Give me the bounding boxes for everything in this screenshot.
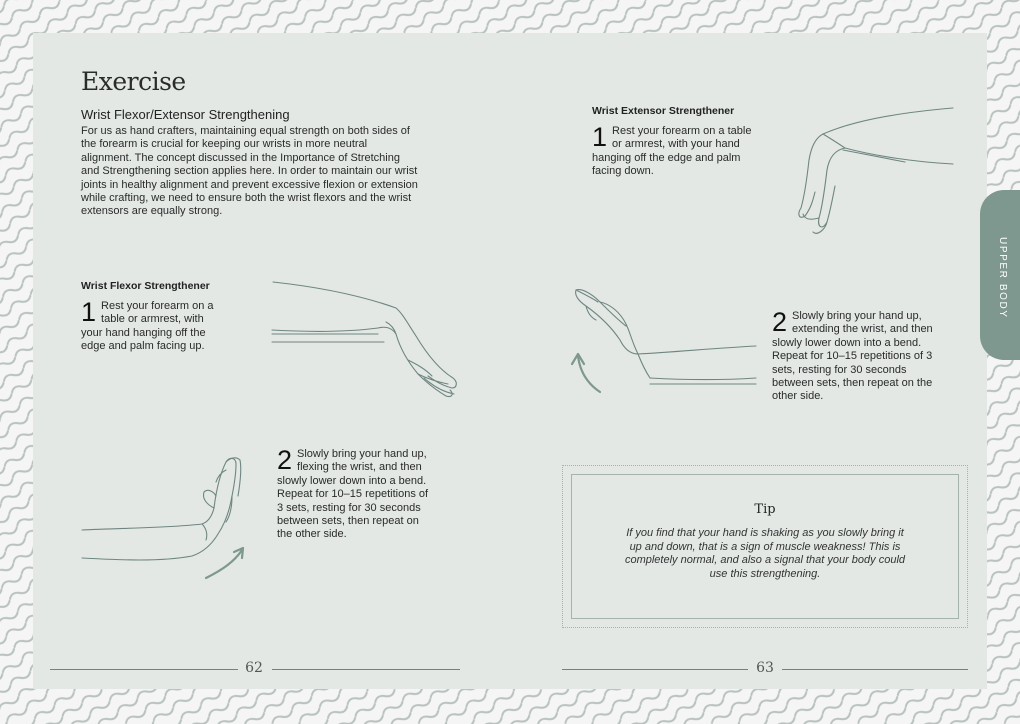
tip-inner-frame [571,474,959,619]
step-number: 2 [772,307,788,337]
left-folio [50,660,460,680]
page-title: Exercise [81,67,186,96]
step-text: Slowly bring your hand up, extending the wrist, and then slowly lower down into a bend. Repeat for 10–15 repetitions of 3 sets, resting for 30 seconds between sets, then repeat on the other side. [772,310,933,403]
tip-title: Tip [754,502,776,517]
extensor-title: Wrist Extensor Strengthener [592,105,735,117]
extensor-step-1 [592,122,757,179]
flexor-raised-illustration [80,452,250,587]
step-number: 1 [81,297,97,327]
step-number: 2 [277,445,293,475]
step-text: Rest your forearm on a table or armrest, with your hand hanging off the edge and palm facing up. [81,300,214,353]
intro-paragraph: For us as hand crafters, maintaining equal strength on both sides of the forearm is crucial for keeping our wrists in more neutral alignment. The concept discussed in the Importance of Stretching and Strengthening section applies here. In order to maintain our wrist joints in healthy alignment and prevent excessive flexion or extension while crafting, we need to ensure both the wrist flexors and the wrist extensors are equally strong. [81,125,418,218]
extensor-raised-illustration [566,284,766,396]
upper-body-side-tab[interactable] [980,190,1020,360]
tip-text: If you find that your hand is shaking as you slowly bring it up and down, that is a sign of muscle weakness! This is completely normal, and also a signal that your body could use this strengthening. [624,527,906,580]
extensor-start-illustration [795,104,957,240]
side-tab-label: UPPER BODY [997,237,1008,319]
tip-box [562,465,968,628]
flexor-title: Wrist Flexor Strengthener [81,280,210,292]
step-number: 1 [592,122,608,152]
step-text: Rest your forearm on a table or armrest, with your hand hanging off the edge and palm facing down. [592,125,752,178]
section-subheading: Wrist Flexor/Extensor Strengthening [81,107,290,122]
flexor-step-1 [81,297,221,354]
page-number: 62 [245,660,263,676]
extensor-step-2 [772,307,944,404]
flexor-start-illustration [268,278,468,403]
step-text: Slowly bring your hand up, flexing the wrist, and then slowly lower down into a bend. Repeat for 10–15 repetitions of 3 sets, resting for 30 seconds between sets, then repeat on the other side. [277,448,429,541]
right-folio [562,660,968,680]
page-number: 63 [756,660,774,676]
flexor-step-2 [277,445,429,542]
